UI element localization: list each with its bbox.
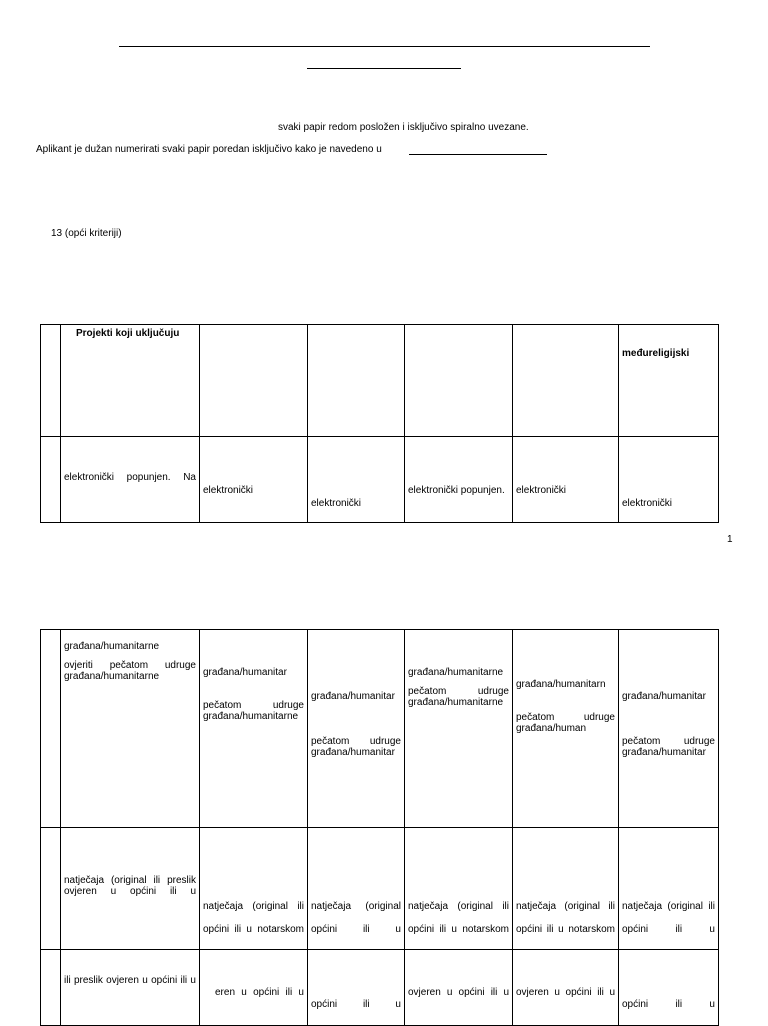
table-cell [200, 950, 308, 1026]
cell-text: ovjeriti pečatom udruge [64, 660, 196, 671]
cell-text: građana/humanitar [203, 667, 287, 678]
table-cell [41, 828, 61, 950]
table-cell [619, 828, 719, 950]
cell-text: pečatom udruge [622, 736, 715, 747]
table-cell [61, 950, 200, 1026]
table-cell [200, 828, 308, 950]
cell-text: natječaja (original [311, 901, 401, 912]
cell-text: građana/humanitar [622, 747, 706, 758]
cell-text: ovjeren u općini ili u [516, 987, 615, 998]
table-cell [405, 325, 513, 437]
table-cell [41, 950, 61, 1026]
table-cell [308, 437, 405, 523]
header-interreligious: međureligijski [622, 348, 690, 359]
cell-text: natječaja (original ili [408, 901, 509, 912]
cell-text: elektronički [622, 498, 673, 509]
table-cell [61, 630, 200, 828]
table-cell [405, 630, 513, 828]
cell-text: elektronički [203, 485, 254, 496]
table-cell [61, 325, 200, 437]
cell-text: natječaja (original ili [203, 901, 304, 912]
table-cell [41, 630, 61, 828]
cell-text: građana/humanitarne [64, 641, 160, 652]
table-cell [513, 828, 619, 950]
cell-text: građana/humanitarne [408, 697, 504, 708]
cell-text: pečatom udruge [516, 712, 615, 723]
table-cell [619, 325, 719, 437]
table-cell [308, 325, 405, 437]
cell-text: natječaja (original ili [622, 901, 715, 912]
cell-text: ovjeren u općini ili u [408, 987, 509, 998]
cell-text: općini ili u [622, 924, 715, 935]
cell-text: općini ili u [622, 999, 715, 1010]
table-row [41, 828, 719, 950]
instruction-line-2: Aplikant je dužan numerirati svaki papir poredan isključivo kako je navedeno u [36, 144, 382, 155]
table-cell [513, 630, 619, 828]
table-cell [619, 437, 719, 523]
table-row [41, 437, 719, 523]
table-cell [513, 325, 619, 437]
cell-text: eren u općini ili u [215, 987, 304, 998]
table-cell [41, 325, 61, 437]
cell-text: općini ili u [311, 924, 401, 935]
table-cell [405, 437, 513, 523]
criteria-table-1 [40, 324, 719, 523]
table-cell [405, 828, 513, 950]
table-cell [200, 630, 308, 828]
cell-text: građana/humanitar [622, 691, 706, 702]
table-cell [61, 437, 200, 523]
cell-text: pečatom udruge [311, 736, 401, 747]
cell-text: elektronički [311, 498, 362, 509]
page-number: 1 [727, 534, 733, 545]
table-cell [405, 950, 513, 1026]
cell-text: natječaja (original ili preslik [64, 875, 196, 886]
cell-text: općini ili u notarskom [516, 924, 615, 935]
cell-text: građana/humanitar [311, 691, 395, 702]
header-projects: Projekti koji uključuju [76, 328, 180, 339]
top-rule-short [307, 68, 461, 69]
cell-text: pečatom udruge [203, 700, 304, 711]
table-row [41, 325, 719, 437]
table-cell [41, 437, 61, 523]
criteria-table-2 [40, 629, 719, 1026]
cell-text: građana/humanitarn [516, 679, 606, 690]
blank-fill-line [409, 154, 547, 155]
cell-text: građana/humanitarne [64, 671, 160, 682]
top-rule-long [119, 46, 650, 47]
table-cell [513, 950, 619, 1026]
cell-text: građana/humanitarne [408, 667, 504, 678]
cell-text: elektronički [516, 485, 567, 496]
cell-text: građana/humanitarne [203, 711, 299, 722]
table-cell [513, 437, 619, 523]
table-cell [308, 630, 405, 828]
cell-text: ovjeren u općini ili u [64, 886, 196, 897]
cell-text: pečatom udruge [408, 686, 509, 697]
table-cell [308, 828, 405, 950]
instruction-line-1: svaki papir redom posložen i isključivo spiralno uvezane. [278, 122, 529, 133]
cell-text: elektronički popunjen. Na [64, 472, 196, 483]
table-cell [308, 950, 405, 1026]
cell-text: natječaja (original ili [516, 901, 615, 912]
cell-text: ili preslik ovjeren u općini ili u [64, 975, 196, 986]
cell-text: građana/human [516, 723, 587, 734]
table-cell [200, 325, 308, 437]
table-cell [200, 437, 308, 523]
cell-text: građana/humanitar [311, 747, 395, 758]
table-row [41, 950, 719, 1026]
table-row [41, 630, 719, 828]
table-cell [619, 950, 719, 1026]
table-cell [619, 630, 719, 828]
cell-text: općini ili u notarskom [203, 924, 304, 935]
cell-text: općini ili u notarskom [408, 924, 509, 935]
cell-text: elektronički popunjen. [408, 485, 505, 496]
criteria-label: 13 (opći kriteriji) [51, 228, 122, 239]
cell-text: općini ili u [311, 999, 401, 1010]
table-cell [61, 828, 200, 950]
